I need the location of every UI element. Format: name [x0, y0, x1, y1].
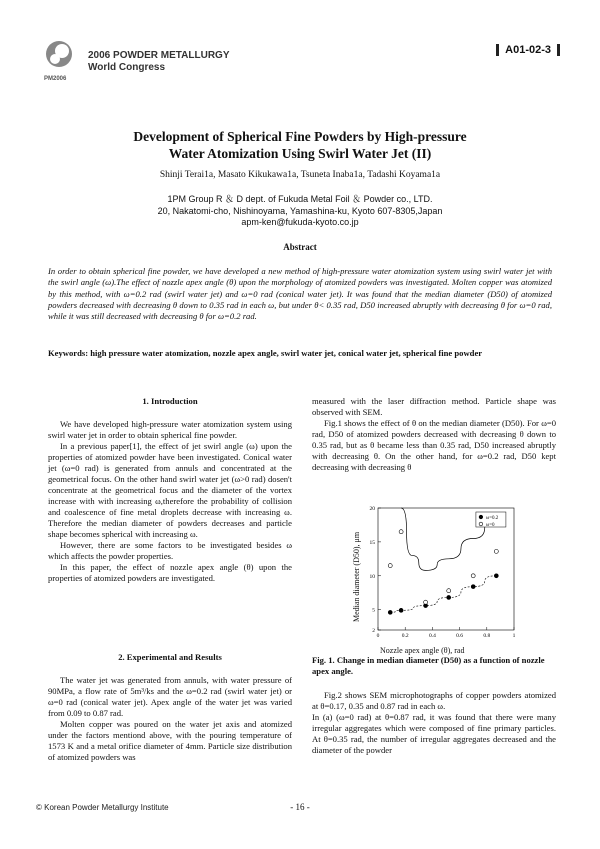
results-paragraph-2: Fig.2 shows SEM microphotographs of copper powders atomized at θ=0.17, 0.35 and 0.87 rad in each ω. — [312, 690, 556, 711]
intro-heading: 1. Introduction — [142, 396, 198, 406]
results-paragraph-1: Fig.1 shows the effect of θ on the median diameter (D50). For ω=0 rad, D50 of atomized powders decreased with decreasing θ down to 0.35 rad, but as θ became less than 0.35 rad, D50 increased abruptly with decreasing θ. On the other hand, for ω=0.2 rad, D50 kept decreasing with decreasing θ — [312, 418, 556, 472]
x-tick-label: 0 — [376, 633, 380, 639]
legend-label: ω=0.2 — [485, 516, 499, 521]
authors: Shinji Terai1a, Masato Kikukawa1a, Tsuneta Inaba1a, Tadashi Koyama1a — [159, 170, 441, 180]
title-line-1: Development of Spherical Fine Powders by High-pressure — [133, 129, 467, 144]
data-point-omega-0 — [399, 530, 403, 534]
data-point-omega-0 — [494, 549, 498, 553]
legend-marker — [479, 515, 483, 519]
logo-text: PM2006 — [44, 76, 67, 82]
chart-legend — [476, 512, 506, 528]
legend-label: ω=0 — [485, 523, 495, 528]
footer-copyright: © Korean Powder Metallurgy Institute — [36, 803, 169, 812]
y-tick-label: 5 — [372, 607, 375, 614]
results-paragraph-0: measured with the laser diffraction method. Particle shape was observed with SEM. — [312, 396, 556, 417]
paper-title — [0, 128, 600, 162]
abstract-text: In order to obtain spherical fine powder, we have developed a new method of high-pressure water atomization system using swirl water jet with the swirl angle (ω).The effect of nozzle apex angle (θ) upon the morphology of atomized powders was investigated. Molten copper was atomized by this method, with ω=0.2 rad (swirl water jet) and ω=0 rad (conical water jet). It was found that the median diameter (D50) of atomized powders decreased with decreasing θ down to 0.35 rad in each ω, but under θ< 0.35 rad, D50 increased abruptly with decreasing θ for ω=0 rad, while it was still decreased with decreasing θ for ω=0.2 rad. — [48, 266, 552, 322]
figure-1-caption: Fig. 1. Change in median diameter (D50) as a function of nozzle apex angle. — [312, 655, 545, 676]
conference-line-2: World Congress — [88, 62, 166, 73]
conference-name — [88, 50, 230, 74]
intro-paragraph-4: In this paper, the effect of nozzle apex angle (θ) upon the properties of atomized powders are investigated. — [48, 562, 292, 583]
data-point-omega-0.2 — [447, 595, 451, 599]
keywords-list: : high pressure water atomization, nozzle apex angle, swirl water jet, conical water jet, spherical fine powder — [85, 348, 483, 358]
conference-line-1: 2006 POWDER METALLURGY — [88, 50, 230, 61]
affiliation-line-2: 20, Nakatomi-cho, Nishinoyama, Yamashina-ku, Kyoto 607-8305,Japan — [157, 205, 443, 216]
y-tick-label: 20 — [369, 506, 375, 512]
figure-y-axis-label: Median diameter (D50), μm — [352, 531, 361, 622]
experimental-section — [48, 652, 292, 763]
chart-points — [388, 530, 498, 615]
results-text-2 — [312, 690, 556, 756]
results-text — [312, 396, 556, 473]
y-tick-label: 10 — [369, 573, 375, 580]
abstract-heading: Abstract — [283, 242, 317, 252]
affiliation — [0, 194, 600, 229]
trend-curve-omega-0.2 — [390, 576, 496, 613]
data-point-omega-0 — [424, 600, 428, 604]
x-tick-label: 0.6 — [456, 633, 464, 639]
y-tick-label: 2 — [372, 628, 375, 634]
title-line-2: Water Atomization Using Swirl Water Jet (II) — [168, 146, 432, 161]
intro-paragraph-1: We have developed high-pressure water atomization system using swirl water jet in order to obtain spherical fine powder. — [48, 419, 292, 440]
affiliation-email: apm-ken@fukuda-kyoto.co.jp — [241, 217, 359, 227]
data-point-omega-0 — [447, 589, 451, 593]
data-point-omega-0.2 — [471, 585, 475, 589]
keywords-label: Keywords — [48, 348, 86, 358]
intro-paragraph-3: However, there are some factors to be investigated besides ω which affects the powder properties. — [48, 540, 292, 561]
experimental-paragraph-1: The water jet was generated from annuls, with water pressure of 90MPa, a flow rate of 5m³/ks and the ω=0.2 rad (swirl water jet) or ω=0 rad (conical water jet). Apex angle of the water jet was varied from 0.09 to 0.87 rad. — [48, 675, 292, 718]
data-point-omega-0.2 — [494, 574, 498, 578]
paper-code: A01-02-3 — [496, 44, 560, 56]
data-point-omega-0.2 — [388, 610, 392, 614]
figure-x-axis-label: Nozzle apex angle (θ), rad — [380, 646, 465, 655]
y-tick-label: 15 — [369, 539, 375, 546]
intro-paragraph-2: In a previous paper[1], the effect of jet swirl angle (ω) upon the properties of atomized powder have been investigated. Conical water jet (ω=0 rad) is generated from annuls and concentrated at the geometrical focus. On the other hand swirl water jet (ω>0 rad) dosen't concentrate at the geometrical focus and the diameter of the vortex increase with with increasing ω,therefore the probability of collision and coalescence of fine metal droplets decrease with increasing ω. Therefore the median diameter of powders decreases and particle shape becomes spherical with increasing ω. — [48, 441, 292, 539]
affiliation-line-1: 1PM Group R ＆ D dept. of Fukuda Metal Foil ＆ Powder co., LTD. — [167, 194, 433, 204]
x-tick-label: 0.8 — [483, 633, 491, 639]
results-paragraph-3: In (a) (ω=0 rad) at θ=0.87 rad, it was found that there were many irregular aggregates which were composed of fine primary particles. At θ=0.35 rad, the number of irregular aggregates decreased and the diameter of the powder — [312, 712, 556, 755]
page-number: - 16 - — [290, 802, 310, 812]
x-tick-label: 1 — [512, 633, 516, 639]
keywords — [48, 348, 552, 359]
data-point-omega-0 — [388, 564, 392, 568]
data-point-omega-0.2 — [399, 608, 403, 612]
figure-1-chart — [352, 500, 524, 642]
experimental-heading: 2. Experimental and Results — [118, 652, 222, 662]
pm2006-logo — [44, 40, 74, 80]
x-tick-label: 0.2 — [401, 633, 409, 639]
data-point-omega-0 — [471, 574, 475, 578]
legend-marker — [479, 522, 483, 526]
x-tick-label: 0.4 — [428, 633, 436, 639]
intro-section — [48, 396, 292, 584]
experimental-paragraph-2: Molten copper was poured on the water jet axis and atomized under the factors mentiond above, with the pouring temperature of 1573 K and a metal orifice diameter of 4mm. Particle size distribution of atomized powders was — [48, 719, 292, 762]
